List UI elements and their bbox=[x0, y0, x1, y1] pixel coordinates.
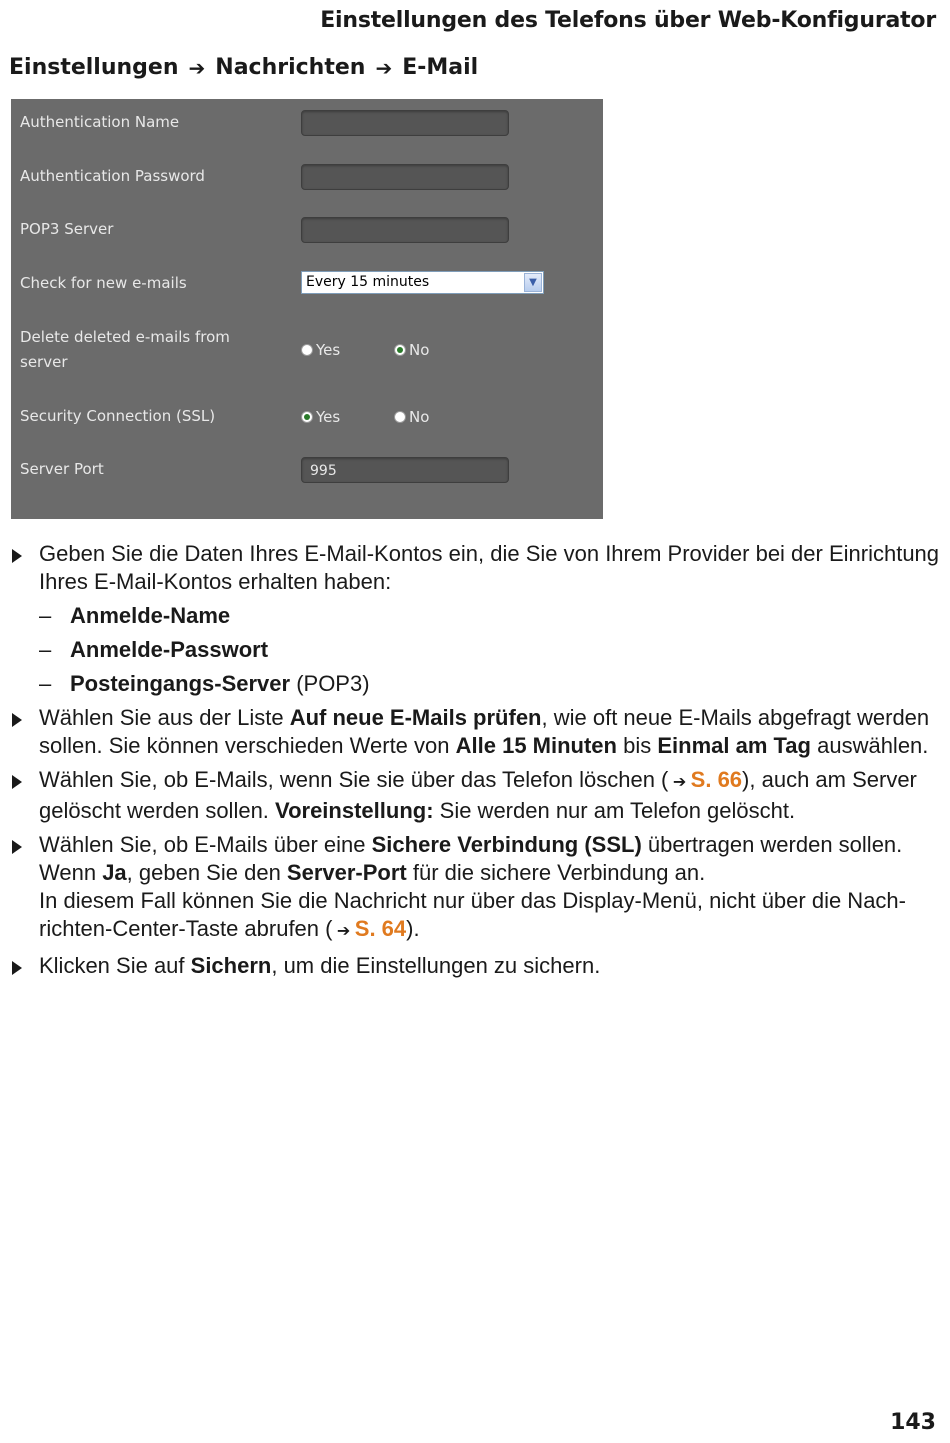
delete-no-option[interactable] bbox=[394, 341, 429, 359]
sub-item: – Anmelde-Name bbox=[39, 603, 231, 628]
delete-yes-radio[interactable] bbox=[301, 344, 313, 356]
auth-name-label: Authentication Name bbox=[20, 113, 180, 131]
ssl-no-option[interactable] bbox=[394, 408, 429, 426]
pop3-label: POP3 Server bbox=[20, 220, 114, 238]
arrow-right-icon: ➔ bbox=[375, 55, 393, 80]
ssl-label: Security Connection (SSL) bbox=[20, 407, 216, 425]
arrow-right-icon: ➔ bbox=[668, 774, 691, 791]
bullet-triangle-icon bbox=[12, 775, 22, 789]
breadcrumb bbox=[9, 55, 478, 80]
sub-item: – Anmelde-Passwort bbox=[39, 637, 269, 662]
delete-yes-label: Yes bbox=[316, 341, 341, 359]
page-reference-link[interactable]: S. 66 bbox=[690, 767, 743, 792]
pop3-server-input[interactable] bbox=[301, 217, 509, 243]
server-port-label: Server Port bbox=[20, 460, 104, 478]
breadcrumb-item-settings: Einstellungen bbox=[9, 55, 179, 80]
instruction-step: Wählen Sie aus der Liste Auf neue E-Mails prüfen, wie oft neue E-Mails abgefragt werden sollen. Sie können verschieden Werte von Alle 15 Minuten bis Einmal am Tag auswählen. bbox=[12, 704, 942, 760]
delete-no-label: No bbox=[409, 341, 430, 359]
auth-password-input[interactable] bbox=[301, 164, 509, 190]
bullet-triangle-icon bbox=[12, 713, 22, 727]
check-interval-value: Every 15 minutes bbox=[306, 274, 430, 290]
instruction-step: Geben Sie die Daten Ihres E-Mail-Kontos ein, die Sie von Ihrem Provider bei der Einrichtung Ihres E-Mail-Kontos erhalten haben: bbox=[12, 540, 942, 596]
instruction-step: Wählen Sie, ob E-Mails über eine Sichere Verbindung (SSL) übertragen werden sollen. Wenn Ja, geben Sie den Server-Port für die sichere Verbindung an. In diesem Fall können Sie die Nachricht nur über das Display-Menü, nicht über die Nachrichten-Center-Taste abrufen ( ➔ S. 64). bbox=[12, 831, 942, 946]
auth-password-label: Authentication Password bbox=[20, 167, 205, 185]
running-header: Einstellungen des Telefons über Web-Konfigurator bbox=[320, 8, 936, 33]
ssl-no-radio[interactable] bbox=[394, 411, 406, 423]
delete-no-radio[interactable] bbox=[394, 344, 406, 356]
instruction-step: Klicken Sie auf Sichern, um die Einstellungen zu sichern. bbox=[12, 952, 942, 980]
check-interval-select[interactable] bbox=[301, 271, 544, 294]
ssl-yes-label: Yes bbox=[316, 408, 341, 426]
server-port-input[interactable]: 995 bbox=[301, 457, 509, 483]
check-interval-label: Check for new e-mails bbox=[20, 274, 187, 292]
arrow-right-icon: ➔ bbox=[332, 923, 355, 940]
breadcrumb-item-messages: Nachrichten bbox=[215, 55, 366, 80]
ssl-yes-option[interactable] bbox=[301, 408, 340, 426]
bullet-triangle-icon bbox=[12, 840, 22, 854]
delete-label: Delete deleted e-mails from server bbox=[20, 328, 230, 371]
instruction-step: Wählen Sie, ob E-Mails, wenn Sie sie über das Telefon löschen ( ➔ S. 66), auch am Server gelöscht werden sollen. Voreinstellung: Sie werden nur am Telefon gelöscht. bbox=[12, 766, 942, 825]
sub-item: – Posteingangs-Server (POP3) bbox=[39, 671, 370, 696]
instructions bbox=[12, 540, 942, 986]
bullet-triangle-icon bbox=[12, 961, 22, 975]
ssl-yes-radio[interactable] bbox=[301, 411, 313, 423]
chevron-down-icon[interactable]: ▼ bbox=[524, 273, 542, 292]
bullet-triangle-icon bbox=[12, 549, 22, 563]
breadcrumb-item-email: E-Mail bbox=[402, 55, 479, 80]
page-reference-link[interactable]: S. 64 bbox=[354, 916, 407, 941]
page-number: 143 bbox=[890, 1410, 936, 1435]
auth-name-input[interactable] bbox=[301, 110, 509, 136]
arrow-right-icon: ➔ bbox=[188, 55, 206, 80]
email-settings-screenshot bbox=[11, 99, 603, 519]
ssl-no-label: No bbox=[409, 408, 430, 426]
delete-yes-option[interactable] bbox=[301, 341, 340, 359]
